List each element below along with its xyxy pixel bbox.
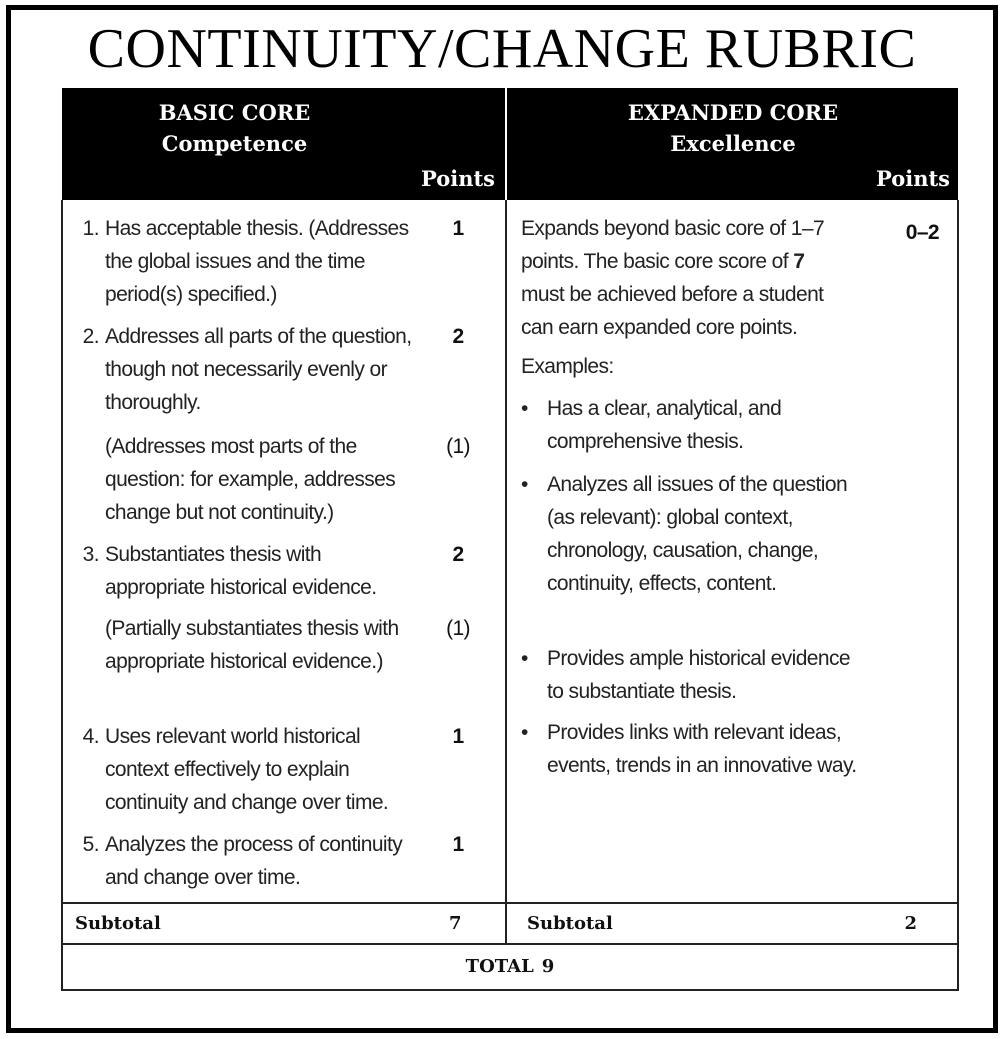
criterion-points: 1 bbox=[452, 217, 464, 240]
criterion-points: 1 bbox=[452, 725, 464, 748]
criterion-text: Has acceptable thesis. (Addresses the global issues and the time period(s) specified.) bbox=[105, 217, 409, 306]
criterion-points: 2 bbox=[452, 325, 464, 348]
criterion-number: 5. bbox=[82, 833, 99, 856]
criterion-number: 4. bbox=[82, 725, 99, 748]
bullet-dot-icon: • bbox=[521, 721, 528, 744]
criterion-text: Analyzes the process of continuity and change over time. bbox=[105, 833, 403, 889]
basic-subtotal-value: 7 bbox=[449, 913, 462, 934]
total-label: TOTAL bbox=[465, 956, 534, 977]
criterion-points: 1 bbox=[452, 833, 464, 856]
rubric-frame bbox=[6, 5, 998, 1033]
basic-core-criteria bbox=[62, 200, 506, 903]
criterion-points: (1) bbox=[446, 435, 470, 458]
bullet-text: Analyzes all issues of the question (as relevant): global context, chronology, causation, change, continuity, effects, content. bbox=[547, 473, 848, 595]
criterion-number: 1. bbox=[82, 217, 99, 240]
criterion-text: (Addresses most parts of the question: for example, addresses change but not continuity.) bbox=[105, 435, 396, 524]
criterion-text: Substantiates thesis with appropriate historical evidence. bbox=[105, 543, 377, 599]
expanded-core-criteria bbox=[506, 200, 958, 903]
total-value: 9 bbox=[541, 956, 555, 977]
bullet-text: Has a clear, analytical, and comprehensive thesis. bbox=[547, 397, 782, 453]
basic-core-heading: BASIC CORE bbox=[158, 100, 311, 125]
bullet-dot-icon: • bbox=[521, 473, 528, 496]
criterion-text: (Partially substantiates thesis with appropriate historical evidence.) bbox=[105, 617, 399, 673]
basic-points-label: Points bbox=[420, 166, 495, 191]
bullet-dot-icon: • bbox=[521, 397, 528, 420]
expanded-points-label: Points bbox=[875, 166, 950, 191]
criterion-text: Addresses all parts of the question, though not necessarily evenly or thoroughly. bbox=[105, 325, 412, 414]
expanded-subtotal-cell bbox=[506, 903, 958, 944]
expanded-subtotal-value: 2 bbox=[904, 913, 917, 934]
criterion-text: Uses relevant world historical context effectively to explain continuity and change over time. bbox=[105, 725, 389, 814]
expanded-points-range: 0–2 bbox=[905, 221, 939, 244]
expanded-subtotal-label: Subtotal bbox=[527, 913, 613, 934]
expanded-intro-text: Expands beyond basic core of 1–7 points. The basic core score of bbox=[521, 217, 825, 273]
criterion-points: (1) bbox=[446, 617, 470, 640]
total-cell bbox=[62, 944, 958, 990]
bullet-dot-icon: • bbox=[521, 647, 528, 670]
page-title: CONTINUITY/CHANGE RUBRIC bbox=[87, 18, 917, 80]
expanded-intro-text-end: must be achieved before a student can earn expanded core points. bbox=[521, 283, 824, 339]
expanded-intro-bold: 7 bbox=[793, 250, 805, 273]
basic-core-header bbox=[62, 88, 506, 200]
bullet-text: Provides links with relevant ideas, events, trends in an innovative way. bbox=[547, 721, 857, 777]
basic-subtotal-cell bbox=[62, 903, 506, 944]
bullet-text: Provides ample historical evidence to substantiate thesis. bbox=[547, 647, 850, 703]
expanded-core-heading: EXPANDED CORE bbox=[627, 100, 839, 125]
expanded-intro bbox=[521, 212, 851, 344]
criterion-number: 3. bbox=[82, 543, 99, 566]
examples-label: Examples: bbox=[521, 355, 614, 378]
basic-core-subheading: Competence bbox=[161, 131, 308, 156]
expanded-core-subheading: Excellence bbox=[670, 131, 796, 156]
basic-subtotal-label: Subtotal bbox=[75, 913, 161, 934]
criterion-points: 2 bbox=[452, 543, 464, 566]
rubric-table bbox=[61, 88, 959, 991]
expanded-core-header bbox=[506, 88, 958, 200]
criterion-number: 2. bbox=[82, 325, 99, 348]
